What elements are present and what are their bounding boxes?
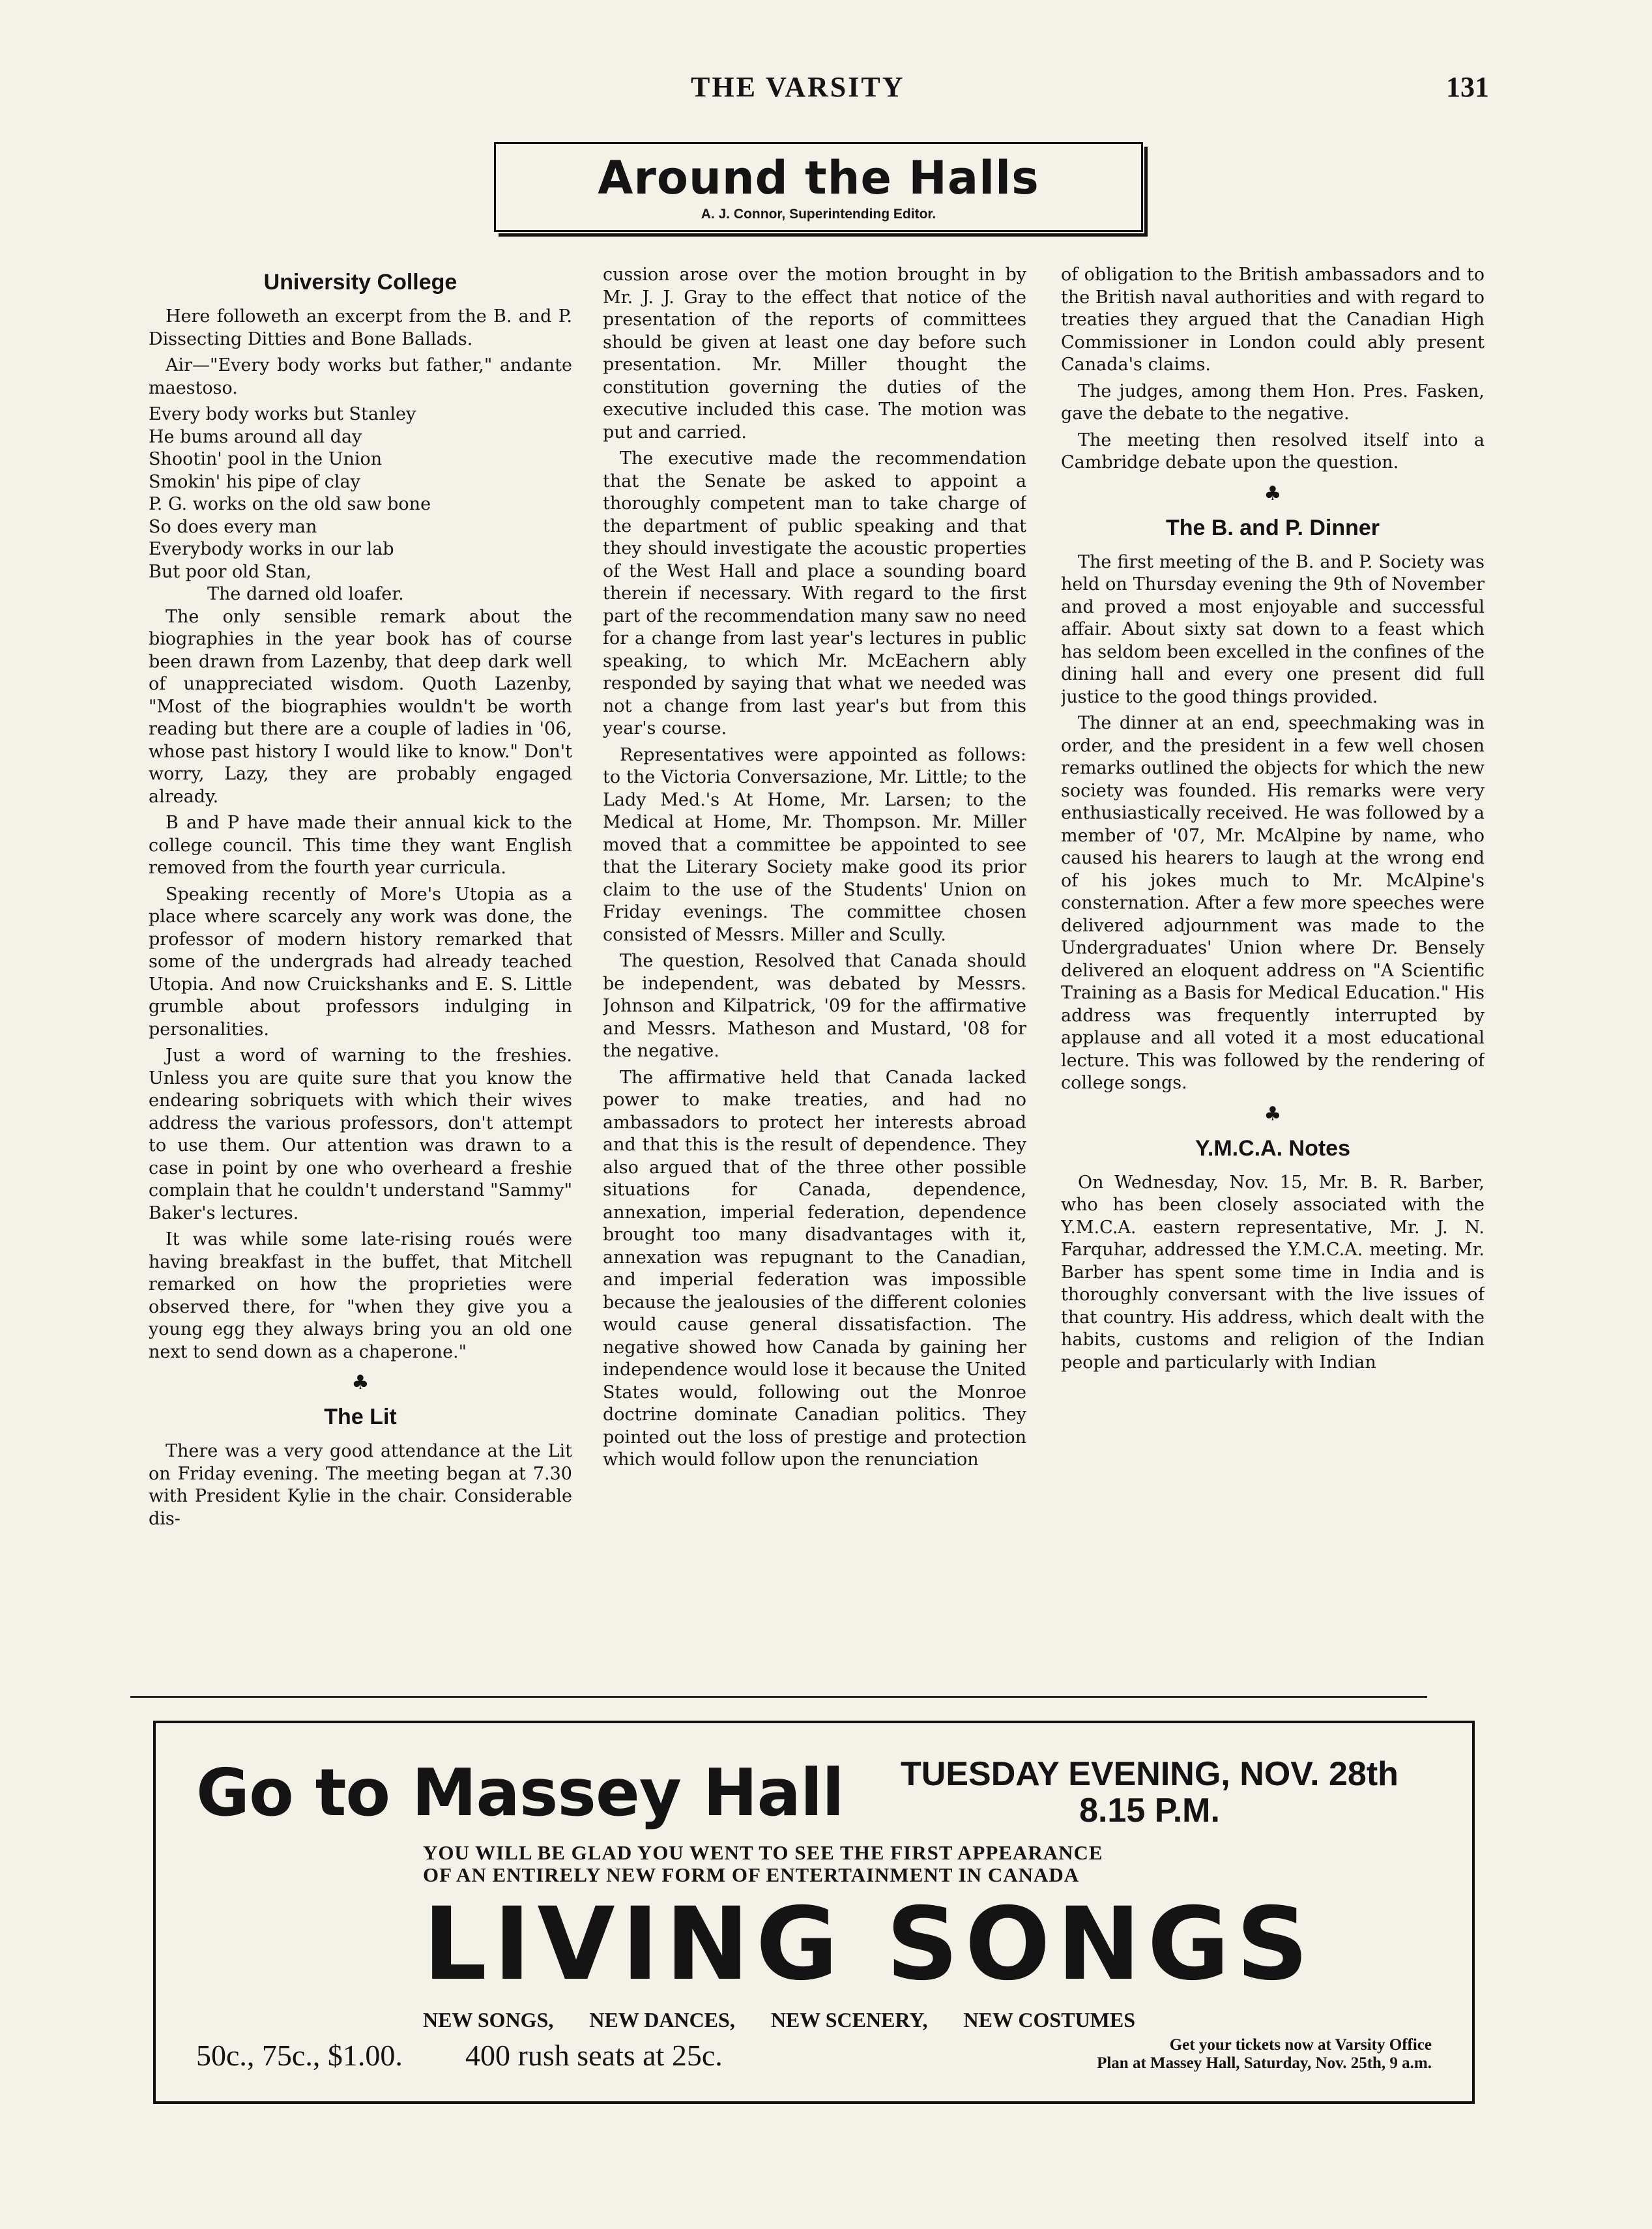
ad-feature: NEW SCENERY, (770, 2008, 928, 2032)
section-editor: A. J. Connor, Superintending Editor. (701, 207, 936, 222)
club-ornament-icon: ♣ (1264, 1102, 1282, 1126)
heading-the-lit: The Lit (324, 1405, 397, 1429)
ad-feature: NEW DANCES, (589, 2008, 735, 2032)
ad-features (423, 2007, 1368, 2032)
ad-intro-line: YOU WILL BE GLAD YOU WENT TO SEE THE FIRST APPEARANCE (423, 1841, 1103, 1864)
ad-ticket-line: Get your tickets now at Varsity Office (1169, 2036, 1432, 2054)
verse-line: The darned old loafer. (207, 584, 404, 604)
club-ornament-icon: ♣ (351, 1371, 370, 1394)
heading-bp-dinner: The B. and P. Dinner (1165, 515, 1380, 540)
heading-ymca-notes: Y.M.C.A. Notes (1195, 1135, 1351, 1161)
verse-line: Everybody works in our lab (149, 539, 394, 559)
column-end-rule (130, 1696, 1427, 1698)
paragraph: Speaking recently of More's Utopia as a place where scarcely any work was done, the professor of modern history remarked that some of the undergrads had already teached Utopia. And now Cruickshanks and E. S. Little grumble about professors indulging in personalities. (149, 884, 572, 1040)
paragraph: The judges, among them Hon. Pres. Fasken, gave the debate to the negative. (1061, 381, 1485, 424)
ad-ticket-info (1097, 2036, 1432, 2073)
paragraph: It was while some late-rising roués were having breakfast in the buffet, that Mitchell remarked on how the proprieties were observed there, for "when they give you a young egg they always bring you an old one next to send down as a chaperone." (149, 1229, 572, 1362)
paragraph: Air—"Every body works but father," andante maestoso. (149, 355, 572, 398)
paragraph: On Wednesday, Nov. 15, Mr. B. R. Barber, who has been closely associated with the Y.M.C.A. eastern representative, Mr. J. N. Farquhar, addressed the Y.M.C.A. meeting. Mr. Barber has spent some time in India and is thoroughly conversant with the live issues of that country. His address, which dealt with the habits, customs and religion of the Indian people and particularly with Indian (1061, 1172, 1485, 1373)
verse-line: Shootin' pool in the Union (149, 449, 383, 469)
ad-feature: NEW COSTUMES (963, 2008, 1136, 2032)
ad-date-line: TUESDAY EVENING, NOV. 28th (901, 1755, 1398, 1793)
paragraph: The executive made the recommendation that the Senate be asked to appoint a thoroughly competent man to take charge of the department of public speaking and that they should investigate the acoustic properties of the West Hall and place a sounding board therein if necessary. With regard to the first part of the recommendation many saw no need for a change from last year's lectures in public speaking, to which Mr. McEachern ably responded by saying that what we needed was not a change from last year's but from this year's course. (603, 448, 1026, 738)
verse-line: Every body works but Stanley (149, 404, 416, 424)
running-head (0, 70, 1652, 116)
column-3 (1061, 264, 1485, 1704)
heading-university-college: University College (263, 270, 457, 295)
ad-headline: Go to Massey Hall (196, 1755, 844, 1831)
article-columns (0, 264, 1652, 1704)
paragraph: B and P have made their annual kick to the college council. This time they want English removed from the fourth year curricula. (149, 813, 572, 878)
ad-feature: NEW SONGS, (423, 2008, 554, 2032)
ad-intro (423, 1842, 1103, 1886)
paragraph: cussion arose over the motion brought in by Mr. J. J. Gray to the effect that notice of the presentation of the reports of committees should be given at least one day before such presentation. Mr. Miller thought the constitution governing the duties of the executive included this case. The motion was put and carried. (603, 265, 1026, 443)
paragraph: Just a word of warning to the freshies. Unless you are quite sure that you know the endearing sobriquets with which their wives address the various professors, don't attempt to use them. Our attention was drawn to a case in point by one who overheard a freshie complain that he couldn't understand "Sammy" Baker's lectures. (149, 1045, 572, 1223)
verse-line: He bums around all day (149, 426, 362, 447)
paragraph: of obligation to the British ambassadors and to the British naval authorities and with regard to treaties they argued that the Canadian High Commissioner in London could ably present Canada's claims. (1061, 265, 1485, 375)
section-heading-box (494, 142, 1143, 232)
paragraph: The affirmative held that Canada lacked power to make treaties, and had no ambassadors to protect her interests abroad and that this is the result of dependence. They also argued that of the three other possible situations for Canada, dependence, annexation, imperial federation, dependence brought too many disadvantages with it, annexation was repugnant to the Canadian, and imperial federation was impossible because the jealousies of the different colonies would cause general dissatisfaction. The negative showed how Canada by gaining her independence would lose it because the United States would, following out the Monroe doctrine dominate Canadian politics. They pointed out the loss of prestige and protection which would follow upon the renunciation (603, 1067, 1026, 1470)
page-number: 131 (1446, 71, 1489, 103)
paragraph: The meeting then resolved itself into a Cambridge debate upon the question. (1061, 430, 1485, 473)
ad-time-line: 8.15 P.M. (1079, 1792, 1220, 1829)
paragraph: The first meeting of the B. and P. Society was held on Thursday evening the 9th of November and proved a most enjoyable and successful affair. About sixty sat down to a feast which has seldom been excelled in the confines of the dining hall and every one present did full justice to the good things provided. (1061, 551, 1485, 707)
paragraph: The dinner at an end, speechmaking was in order, and the president in a few well chosen remarks outlined the objects for which the new society was founded. His remarks were very enthusiastically received. He was followed by a member of '07, Mr. McAlpine by name, who caused his hearers to laugh at the wrong end of his jokes much to Mr. McAlpine's consternation. After a few more speeches were delivered adjournment was made to the Undergraduates' Union where Dr. Bensely delivered an eloquent address on "A Scientific Training as a Basis for Medical Education." His address was frequently interrupted by applause and all voted it a most educational lecture. This was followed by the rendering of college songs. (1061, 713, 1485, 1093)
paragraph: The only sensible remark about the biographies in the year book has of course been drawn from Lazenby, that deep dark well of unappreciated wisdom. Quoth Lazenby, "Most of the biographies wouldn't be worth reading but there are a couple of ladies in '06, whose past history I would like to know." Don't worry, Lazy, they are probably engaged already. (149, 606, 572, 807)
ad-date (889, 1756, 1410, 1829)
column-2 (603, 264, 1026, 1704)
journal-title: THE VARSITY (691, 71, 905, 103)
section-title: Around the Halls (598, 151, 1039, 205)
ad-rush-seats: 400 rush seats at 25c. (465, 2039, 723, 2072)
verse-line: P. G. works on the old saw bone (149, 494, 431, 514)
club-ornament-icon: ♣ (1264, 482, 1282, 505)
paragraph: The question, Resolved that Canada should be independent, was debated by Messrs. Johnson and Kilpatrick, '09 for the affirmative and Messrs. Matheson and Mustard, '08 for the negative. (603, 951, 1026, 1061)
ad-intro-line: OF AN ENTIRELY NEW FORM OF ENTERTAINMENT IN CANADA (423, 1863, 1080, 1886)
column-1 (149, 264, 572, 1704)
ad-show-title: LIVING SONGS (423, 1886, 1315, 2003)
verse (149, 403, 572, 606)
verse-line: Smokin' his pipe of clay (149, 471, 360, 492)
paragraph: Here followeth an excerpt from the B. and P. Dissecting Ditties and Bone Ballads. (149, 306, 572, 349)
ad-ticket-line: Plan at Massey Hall, Saturday, Nov. 25th, 9 a.m. (1097, 2054, 1432, 2072)
ad-prices: 50c., 75c., $1.00. (196, 2039, 403, 2072)
verse-line: So does every man (149, 516, 317, 537)
paragraph: There was a very good attendance at the Lit on Friday evening. The meeting began at 7.30 with President Kylie in the chair. Considerable dis- (149, 1441, 572, 1529)
verse-line: But poor old Stan, (149, 561, 312, 582)
paragraph: Representatives were appointed as follows: to the Victoria Conversazione, Mr. Little; to the Lady Med.'s At Home, Mr. Larsen; to the Medical at Home, Mr. Thompson. Mr. Miller moved that a committee be appointed to see that the Literary Society make good its prior claim to the use of the Students' Union on Friday evenings. The committee chosen consisted of Messrs. Miller and Scully. (603, 744, 1026, 945)
advertisement (153, 1721, 1475, 2104)
